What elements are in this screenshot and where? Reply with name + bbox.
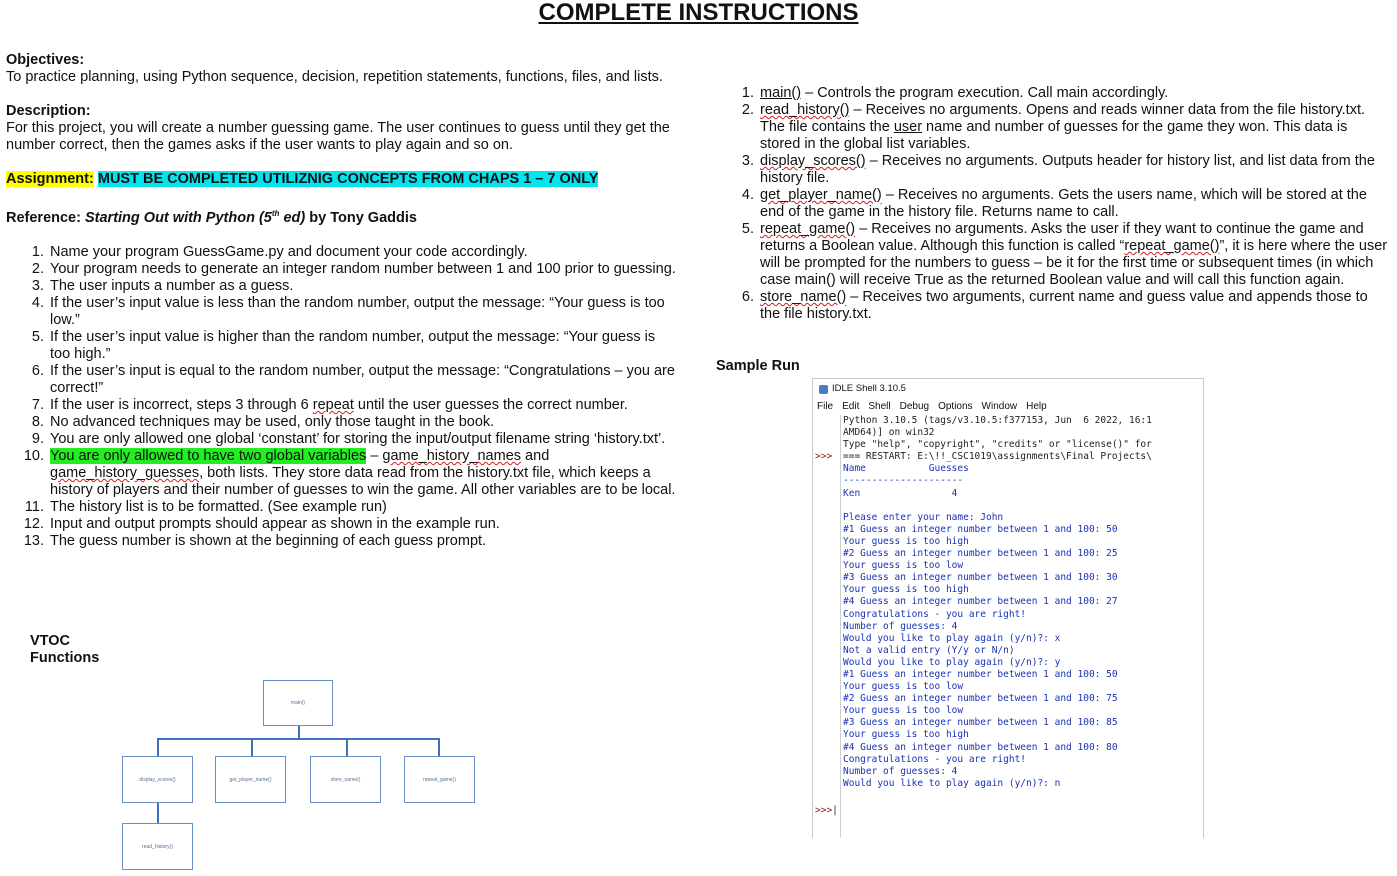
left-column bbox=[6, 52, 676, 550]
shell-line: #2 Guess an integer number between 1 and 100: 25 bbox=[843, 548, 1118, 560]
shell-gutter bbox=[813, 415, 841, 838]
vtoc-line1: VTOC bbox=[30, 633, 71, 649]
shell-menu-item: Shell bbox=[868, 401, 891, 412]
requirement-item bbox=[6, 499, 676, 516]
shell-line: Number of guesses: 4 bbox=[843, 620, 958, 632]
shell-line: Your guess is too low bbox=[843, 681, 964, 693]
reference-label: Reference: bbox=[6, 209, 81, 226]
idle-icon bbox=[819, 385, 828, 394]
requirement-squig: game_history_names bbox=[382, 447, 522, 464]
requirement-text: If the user’s input value is higher than the random number, output the message: “Your guess is too high.” bbox=[50, 328, 656, 362]
shell-line: --------------------- bbox=[843, 475, 964, 487]
requirement-item bbox=[6, 448, 676, 499]
requirement-number: 12. bbox=[23, 515, 44, 532]
requirement-text: The history list is to be formatted. (See example run) bbox=[50, 498, 387, 515]
reference-book: Starting Out with Python (5 bbox=[84, 209, 272, 226]
vtoc-chart bbox=[120, 678, 480, 873]
requirement-squig: repeat bbox=[312, 396, 354, 413]
shell-line: Python 3.10.5 (tags/v3.10.5:f377153, Jun 6 2022, 16:1 bbox=[843, 415, 1152, 426]
shell-menu-item: Options bbox=[938, 401, 973, 412]
requirement-number: 1. bbox=[31, 243, 44, 260]
requirement-item bbox=[6, 244, 676, 261]
shell-line: Would you like to play again (y/n)?: y bbox=[843, 656, 1061, 668]
function-item bbox=[716, 85, 1388, 102]
chart-box-get-player-name: get_player_name() bbox=[215, 756, 286, 803]
shell-line: #1 Guess an integer number between 1 and 100: 50 bbox=[843, 523, 1118, 535]
shell-line: Not a valid entry (Y/y or N/n) bbox=[843, 644, 1015, 656]
description-text: For this project, you will create a number guessing game. The user continues to guess until they get the number correct, then the games asks if the user wants to play again and so on. bbox=[6, 120, 670, 153]
requirement-text: Name your program GuessGame.py and document your code accordingly. bbox=[50, 243, 528, 260]
requirement-item bbox=[6, 329, 676, 363]
requirement-highlight: You are only allowed to have two global variables bbox=[50, 447, 367, 464]
shell-line: Name Guesses bbox=[843, 463, 969, 475]
requirement-squig: game_history_guesses bbox=[50, 464, 200, 481]
assignment-text: MUST BE COMPLETED UTILIZNIG CONCEPTS FROM CHAPS 1 – 7 ONLY bbox=[97, 171, 599, 187]
function-underline: user bbox=[893, 119, 923, 135]
requirement-item bbox=[6, 516, 676, 533]
function-item bbox=[716, 289, 1388, 323]
page-title: COMPLETE INSTRUCTIONS bbox=[538, 0, 859, 26]
shell-line: === RESTART: E:\!!_CSC1019\assignments\Final Projects\ bbox=[843, 451, 1152, 463]
sample-run-label: Sample Run bbox=[716, 358, 800, 374]
shell-line: #4 Guess an integer number between 1 and 100: 27 bbox=[843, 596, 1118, 608]
shell-menubar bbox=[813, 399, 1203, 415]
function-item bbox=[716, 187, 1388, 221]
requirement-item bbox=[6, 261, 676, 278]
shell-line: Your guess is too low bbox=[843, 705, 964, 717]
function-name: display_scores() bbox=[760, 153, 866, 169]
function-number: 2. bbox=[741, 102, 754, 118]
function-name: main() bbox=[760, 85, 802, 101]
chart-connector bbox=[157, 738, 440, 740]
shell-line: Would you like to play again (y/n)?: n bbox=[843, 777, 1061, 789]
requirement-item bbox=[6, 278, 676, 295]
requirement-item bbox=[6, 414, 676, 431]
requirement-text: You are only allowed to have two global variables – game_history_names and game_history_guesses, both lists. They store data read from the history.txt file, which keeps a history of players and their number of guesses to win the game. All other variables are to be local. bbox=[50, 447, 676, 498]
requirement-text: Your program needs to generate an integer random number between 1 and 100 prior to guessing. bbox=[50, 260, 676, 277]
right-column bbox=[716, 85, 1388, 323]
requirement-text: You are only allowed one global ‘constant’ for storing the input/output filename string ‘history.txt’. bbox=[50, 430, 666, 447]
shell-line: #3 Guess an integer number between 1 and 100: 30 bbox=[843, 572, 1118, 584]
requirement-number: 10. bbox=[23, 447, 44, 464]
shell-line: Congratulations - you are right! bbox=[843, 753, 1027, 765]
shell-line: #1 Guess an integer number between 1 and 100: 50 bbox=[843, 668, 1118, 680]
shell-body bbox=[813, 415, 1203, 838]
function-squig: repeat_game() bbox=[1124, 238, 1220, 254]
requirement-number: 7. bbox=[31, 396, 44, 413]
requirement-item bbox=[6, 533, 676, 550]
requirement-text: The user inputs a number as a guess. bbox=[50, 277, 294, 294]
assignment-line bbox=[6, 171, 676, 188]
requirement-text: The guess number is shown at the beginning of each guess prompt. bbox=[50, 532, 487, 549]
shell-line: #4 Guess an integer number between 1 and 100: 80 bbox=[843, 741, 1118, 753]
shell-menu-item: Debug bbox=[899, 401, 930, 412]
requirement-text: If the user’s input is equal to the random number, output the message: “Congratulations – you are correct!” bbox=[50, 362, 675, 396]
requirement-number: 2. bbox=[31, 260, 44, 277]
shell-line: Ken 4 bbox=[843, 487, 958, 499]
requirement-item bbox=[6, 431, 676, 448]
shell-line: Your guess is too high bbox=[843, 729, 969, 741]
shell-line: #2 Guess an integer number between 1 and 100: 75 bbox=[843, 693, 1118, 705]
requirement-number: 6. bbox=[31, 362, 44, 379]
requirement-number: 11. bbox=[24, 498, 44, 515]
requirement-number: 8. bbox=[31, 413, 44, 430]
shell-line: Your guess is too low bbox=[843, 560, 964, 572]
function-text: store_name() – Receives two arguments, current name and guess value and appends those to the file history.txt. bbox=[760, 289, 1368, 322]
requirement-number: 3. bbox=[31, 277, 44, 294]
shell-line: #3 Guess an integer number between 1 and 100: 85 bbox=[843, 717, 1118, 729]
requirement-text: If the user’s input value is less than the random number, output the message: “Your guess is too low.” bbox=[50, 294, 665, 328]
chart-box-read-history: read_history() bbox=[122, 823, 193, 870]
idle-shell-screenshot bbox=[812, 378, 1204, 838]
requirement-text: No advanced techniques may be used, only those taught in the book. bbox=[50, 413, 495, 430]
chart-box-store-name: store_name() bbox=[310, 756, 381, 803]
requirement-item bbox=[6, 295, 676, 329]
vtoc-line2: Functions bbox=[30, 650, 100, 666]
function-name: repeat_game() bbox=[760, 221, 856, 237]
shell-menu-item: File bbox=[817, 401, 834, 412]
function-name: get_player_name() bbox=[760, 187, 882, 203]
function-item bbox=[716, 221, 1388, 289]
requirement-number: 9. bbox=[31, 430, 44, 447]
function-item bbox=[716, 102, 1388, 153]
chart-connector bbox=[157, 803, 159, 823]
shell-menu-item: Window bbox=[981, 401, 1018, 412]
requirement-text: Input and output prompts should appear as shown in the example run. bbox=[50, 515, 500, 532]
function-name: store_name() bbox=[760, 289, 847, 305]
function-number: 1. bbox=[741, 85, 754, 101]
description-heading: Description: bbox=[6, 103, 91, 119]
shell-output bbox=[843, 415, 1203, 790]
shell-line: Your guess is too high bbox=[843, 535, 969, 547]
reference-line bbox=[6, 205, 676, 227]
reference-author: by Tony Gaddis bbox=[305, 209, 417, 226]
shell-menu-item: Help bbox=[1026, 401, 1047, 412]
function-text: main() – Controls the program execution. Call main accordingly. bbox=[760, 85, 1169, 101]
function-text: display_scores() – Receives no arguments. Outputs header for history list, and list data from the history file. bbox=[760, 153, 1375, 186]
shell-line bbox=[843, 500, 1203, 512]
requirement-text: If the user is incorrect, steps 3 through 6 repeat until the user guesses the correct number. bbox=[50, 396, 628, 413]
requirement-number: 13. bbox=[23, 532, 44, 549]
shell-line: Congratulations - you are right! bbox=[843, 608, 1027, 620]
function-name: read_history() bbox=[760, 102, 850, 118]
shell-menu-item: Edit bbox=[842, 401, 860, 412]
requirement-number: 5. bbox=[31, 328, 44, 345]
chart-connector bbox=[346, 738, 348, 756]
function-text: get_player_name() – Receives no arguments. Gets the users name, which will be stored at the end of the game in the history file. Returns name to call. bbox=[760, 187, 1367, 220]
objectives-text: To practice planning, using Python sequence, decision, repetition statements, functions, files, and lists. bbox=[6, 69, 663, 85]
shell-line: Your guess is too high bbox=[843, 584, 969, 596]
function-item bbox=[716, 153, 1388, 187]
chart-box-display-scores: display_scores() bbox=[122, 756, 193, 803]
functions-list bbox=[716, 85, 1388, 323]
function-text: read_history() – Receives no arguments. Opens and reads winner data from the file history.txt. The file contains the user name and number of guesses for the game they won. This data is stored in the global list variables. bbox=[760, 102, 1365, 152]
function-number: 3. bbox=[741, 153, 754, 169]
reference-book-end: ed) bbox=[279, 209, 306, 226]
shell-prompt: >>> bbox=[815, 451, 833, 462]
function-number: 6. bbox=[741, 289, 754, 305]
shell-title: IDLE Shell 3.10.5 bbox=[832, 383, 906, 394]
requirement-number: 4. bbox=[31, 294, 44, 311]
assignment-label: Assignment: bbox=[6, 171, 94, 187]
function-number: 5. bbox=[741, 221, 754, 237]
chart-box-main: main() bbox=[263, 680, 333, 726]
chart-box-repeat-game: repeat_game() bbox=[404, 756, 475, 803]
reference-sup: th bbox=[271, 209, 280, 218]
objectives-heading: Objectives: bbox=[6, 52, 85, 68]
function-number: 4. bbox=[741, 187, 754, 203]
chart-connector bbox=[251, 738, 253, 756]
vtoc-heading bbox=[30, 633, 99, 667]
chart-connector bbox=[438, 738, 440, 756]
shell-line: Number of guesses: 4 bbox=[843, 765, 958, 777]
shell-line: Would you like to play again (y/n)?: x bbox=[843, 632, 1061, 644]
requirement-item bbox=[6, 363, 676, 397]
chart-connector bbox=[157, 738, 159, 756]
requirement-item bbox=[6, 397, 676, 414]
requirements-list bbox=[6, 244, 676, 550]
function-text: repeat_game() – Receives no arguments. Asks the user if they want to continue the game and returns a Boolean value. Although this function is called “repeat_game()”, it is here where the user will be prompted for the numbers to guess – be it for the first time or subsequent times (in which case main() will receive True as the returned Boolean value and will call this function again. bbox=[760, 221, 1388, 288]
shell-line: Please enter your name: John bbox=[843, 511, 1004, 523]
shell-titlebar bbox=[813, 379, 1203, 399]
shell-prompt-end: >>>| bbox=[815, 805, 838, 816]
shell-line: AMD64)] on win32 bbox=[843, 427, 935, 439]
shell-line: Type "help", "copyright", "credits" or "license()" for bbox=[843, 439, 1152, 451]
